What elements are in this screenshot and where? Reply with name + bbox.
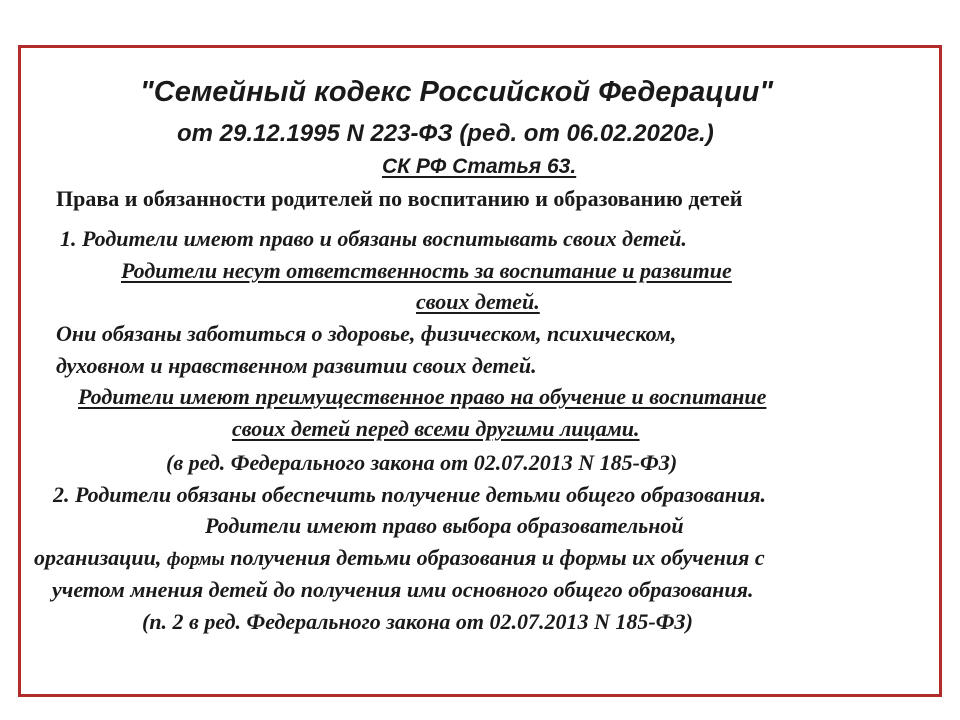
document-title: "Семейный кодекс Российской Федерации": [140, 76, 774, 108]
paragraph-1-line-6: Родители имеют преимущественное право на обучение и воспитание: [78, 384, 767, 409]
paragraph-1-line-1: 1. Родители имеют право и обязаны воспитывать своих детей.: [60, 226, 687, 251]
paragraph-2-line-3-forms: формы: [166, 549, 225, 570]
paragraph-2-line-4: учетом мнения детей до получения ими основного общего образования.: [52, 577, 754, 602]
paragraph-2-line-3: [34, 547, 765, 569]
paragraph-1-amendment: (в ред. Федерального закона от 02.07.2013 N 185-ФЗ): [166, 450, 678, 475]
article-title: Права и обязанности родителей по воспитанию и образованию детей: [56, 186, 743, 211]
paragraph-1-line-4: Они обязаны заботиться о здоровье, физическом, психическом,: [56, 321, 677, 346]
paragraph-1-line-3: своих детей.: [416, 289, 540, 314]
paragraph-2-amendment: (п. 2 в ред. Федерального закона от 02.07.2013 N 185-ФЗ): [142, 609, 693, 634]
paragraph-2-line-3-end: получения детьми образования и формы их обучения с: [230, 545, 765, 570]
paragraph-1-line-7: своих детей перед всеми другими лицами.: [232, 416, 640, 441]
paragraph-2-line-2: Родители имеют право выбора образовательной: [205, 513, 684, 538]
paragraph-1-line-2: Родители несут ответственность за воспитание и развитие: [121, 258, 732, 283]
article-reference: СК РФ Статья 63.: [382, 155, 577, 178]
paragraph-1-line-5: духовном и нравственном развитии своих детей.: [56, 353, 537, 378]
paragraph-2-line-1: 2. Родители обязаны обеспечить получение детьми общего образования.: [53, 482, 767, 507]
document-subtitle: от 29.12.1995 N 223-ФЗ (ред. от 06.02.2020г.): [177, 120, 714, 147]
paragraph-2-line-3-start: организации,: [34, 545, 162, 570]
